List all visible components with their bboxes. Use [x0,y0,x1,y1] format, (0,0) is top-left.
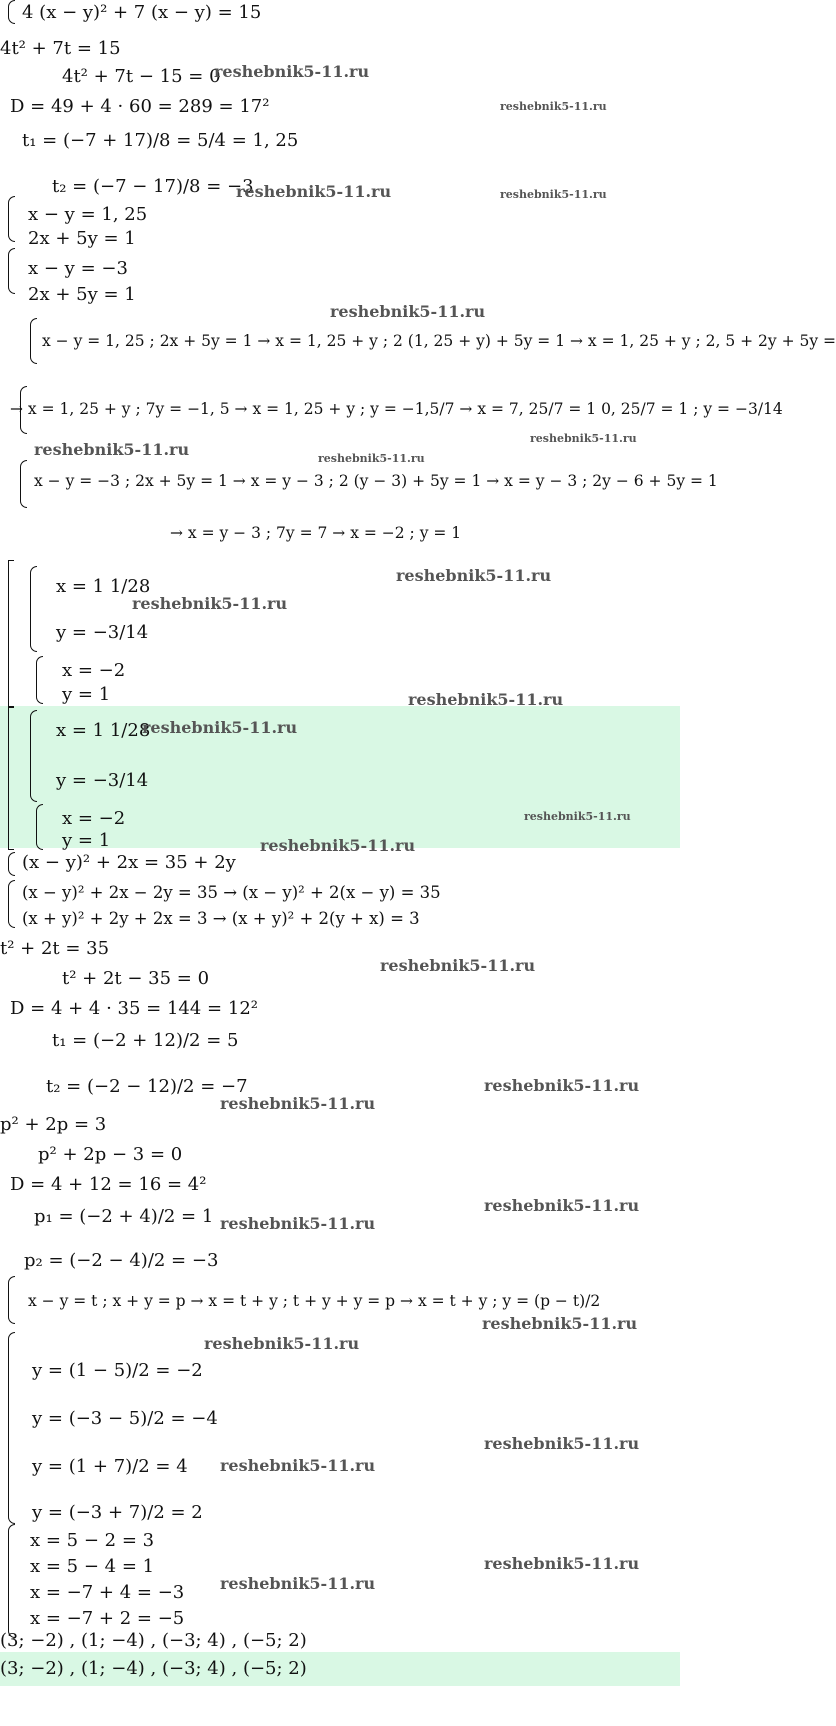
system-brace [30,566,37,652]
system-brace [8,0,15,24]
watermark: reshebnik5-11.ru [220,1214,376,1233]
math-line: 4 (x − y)² + 7 (x − y) = 15 [22,2,262,23]
system-brace [36,656,43,704]
system-brace [8,196,15,242]
math-line: 4t² + 7t − 15 = 0 [62,66,221,87]
watermark: reshebnik5-11.ru [484,1554,640,1573]
system-brace [8,248,15,294]
watermark: reshebnik5-11.ru [220,1094,376,1113]
math-line: D = 49 + 4 · 60 = 289 = 17² [10,96,270,117]
math-line: x = 1 1/28 [56,576,151,597]
math-line: y = (1 − 5)/2 = −2 [32,1360,203,1381]
watermark: reshebnik5-11.ru [482,1314,638,1333]
union-bracket [8,560,14,708]
system-brace [8,1276,15,1324]
math-line: x = −2 [62,660,126,681]
system-brace [36,804,43,850]
math-line: D = 4 + 4 · 35 = 144 = 12² [10,998,258,1019]
math-line: x = −7 + 2 = −5 [30,1608,185,1629]
watermark: reshebnik5-11.ru [500,100,607,113]
math-line: y = (−3 − 5)/2 = −4 [32,1408,218,1429]
math-line: x = −2 [62,808,126,829]
math-line: y = (1 + 7)/2 = 4 [32,1456,188,1477]
watermark: reshebnik5-11.ru [142,718,298,737]
watermark: reshebnik5-11.ru [500,188,607,201]
math-line: x − y = 1, 25 [28,204,148,225]
watermark: reshebnik5-11.ru [330,302,486,321]
math-line: t₂ = (−2 − 12)/2 = −7 [46,1076,248,1097]
math-line: x = −7 + 4 = −3 [30,1582,185,1603]
watermark: reshebnik5-11.ru [530,432,637,445]
math-line: t₁ = (−7 + 17)/8 = 5/4 = 1, 25 [22,130,299,151]
math-line: → x = y − 3 ; 7y = 7 → x = −2 ; y = 1 [170,524,462,542]
math-line: x − y = t ; x + y = p → x = t + y ; t + y + y = p → x = t + y ; y = (p − t)/2 [28,1292,601,1310]
math-line: x − y = −3 ; 2x + 5y = 1 → x = y − 3 ; 2 (y − 3) + 5y = 1 → x = y − 3 ; 2y − 6 + 5y = 1 [34,472,718,490]
system-brace [8,880,15,928]
math-line: x = 5 − 4 = 1 [30,1556,155,1577]
math-line: (x − y)² + 2x = 35 + 2y [22,852,236,873]
math-line: y = (−3 + 7)/2 = 2 [32,1502,203,1523]
math-line: y = −3/14 [56,622,149,643]
math-line: t₁ = (−2 + 12)/2 = 5 [52,1030,239,1051]
math-line: y = −3/14 [56,770,149,791]
system-brace [30,318,37,364]
watermark: reshebnik5-11.ru [204,1334,360,1353]
math-line: x = 5 − 2 = 3 [30,1530,155,1551]
union-bracket [8,706,14,850]
math-line: t₂ = (−7 − 17)/8 = −3 [52,176,254,197]
watermark: reshebnik5-11.ru [484,1196,640,1215]
watermark: reshebnik5-11.ru [214,62,370,81]
math-line: 2x + 5y = 1 [28,228,136,249]
watermark: reshebnik5-11.ru [132,594,288,613]
math-line: (3; −2) , (1; −4) , (−3; 4) , (−5; 2) [0,1630,307,1651]
math-line: D = 4 + 12 = 16 = 4² [10,1174,207,1195]
math-line: → x = 1, 25 + y ; 7y = −1, 5 → x = 1, 25 + y ; y = −1,5/7 → x = 7, 25/7 = 1 0, 25/7 = 1 ; y = −3/14 [10,400,783,418]
watermark: reshebnik5-11.ru [380,956,536,975]
math-line: x − y = −3 [28,258,128,279]
math-line: (x + y)² + 2y + 2x = 3 → (x + y)² + 2(y + x) = 3 [22,909,420,928]
math-line: x = 1 1/28 [56,720,151,741]
math-line: p² + 2p − 3 = 0 [38,1144,183,1165]
math-line: 2x + 5y = 1 [28,284,136,305]
watermark: reshebnik5-11.ru [318,452,425,465]
watermark: reshebnik5-11.ru [220,1574,376,1593]
math-line: t² + 2t = 35 [0,938,110,959]
watermark: reshebnik5-11.ru [260,836,416,855]
watermark: reshebnik5-11.ru [396,566,552,585]
system-brace [8,852,15,876]
watermark: reshebnik5-11.ru [236,182,392,201]
math-line: p₂ = (−2 − 4)/2 = −3 [24,1250,219,1271]
system-brace [8,1524,15,1638]
math-line: t² + 2t − 35 = 0 [62,968,210,989]
math-line: x − y = 1, 25 ; 2x + 5y = 1 → x = 1, 25 + y ; 2 (1, 25 + y) + 5y = 1 → x = 1, 25 + y ; 2, 5 + 2y + 5y = [42,332,836,350]
math-line: (x − y)² + 2x − 2y = 35 → (x − y)² + 2(x − y) = 35 [22,883,441,902]
system-brace [20,460,27,508]
math-line: y = 1 [62,830,111,851]
watermark: reshebnik5-11.ru [220,1456,376,1475]
math-line: p² + 2p = 3 [0,1114,107,1135]
watermark: reshebnik5-11.ru [484,1076,640,1095]
answer-line: (3; −2) , (1; −4) , (−3; 4) , (−5; 2) [0,1658,307,1679]
system-brace [8,1332,15,1524]
watermark: reshebnik5-11.ru [484,1434,640,1453]
watermark: reshebnik5-11.ru [524,810,631,823]
math-line: y = 1 [62,684,111,705]
math-line: p₁ = (−2 + 4)/2 = 1 [34,1206,214,1227]
system-brace [30,710,37,802]
watermark: reshebnik5-11.ru [34,440,190,459]
watermark: reshebnik5-11.ru [408,690,564,709]
math-line: 4t² + 7t = 15 [0,38,121,59]
